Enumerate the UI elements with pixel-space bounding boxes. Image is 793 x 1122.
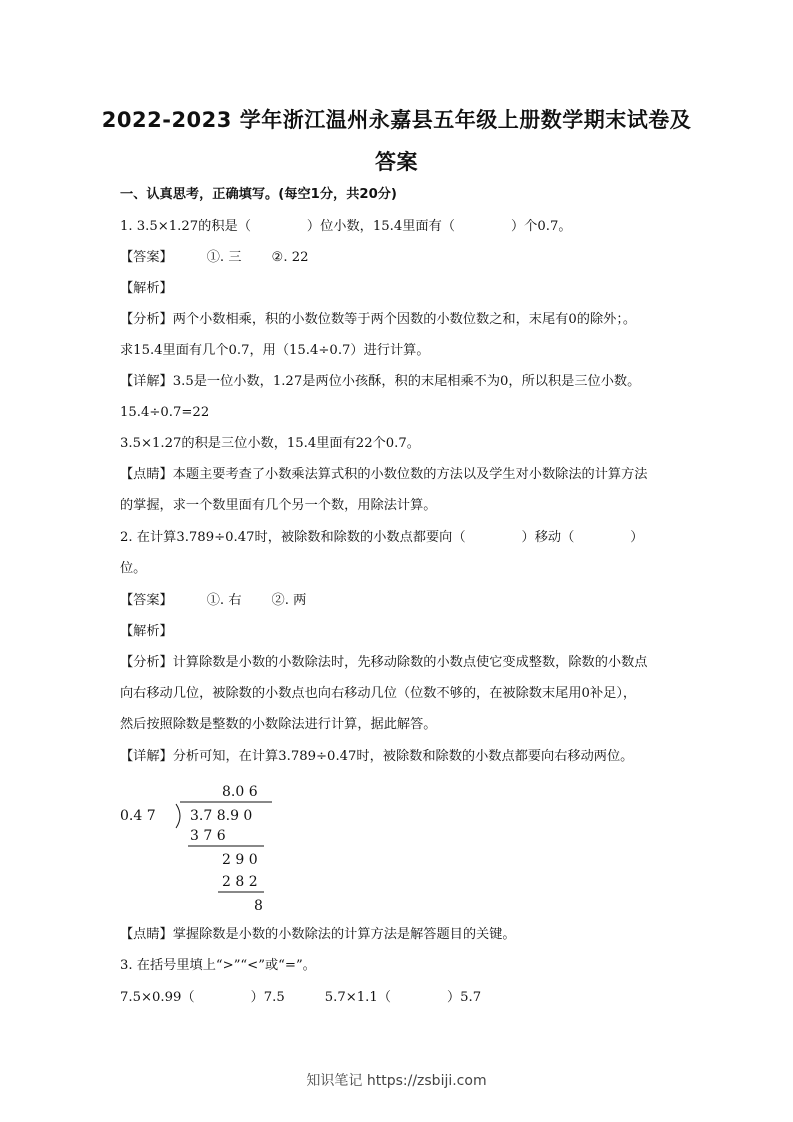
division-quotient: 8.0 6 xyxy=(222,784,258,800)
division-remainder: 8 xyxy=(254,898,263,914)
division-step-2: 2 9 0 xyxy=(222,852,258,868)
page-title-line1: 2022-2023 学年浙江温州永嘉县五年级上册数学期末试卷及 xyxy=(101,108,692,132)
fenxi-paragraph xyxy=(120,311,680,329)
fenxi-paragraph xyxy=(120,654,680,672)
question-3-expressions xyxy=(120,989,680,1007)
fenxi-text-2: 求15.4里面有几个0.7，用（15.4÷0.7）进行计算。 xyxy=(120,343,430,358)
fenxi-label: 【分析】 xyxy=(120,655,173,670)
dianjing-text-1: 掌握除数是小数的小数除法的计算方法是解答题目的关键。 xyxy=(172,927,516,942)
fenxi-text-3: 然后按照除数是整数的小数除法进行计算，据此解答。 xyxy=(120,717,437,732)
dianjing-label: 【点睛】 xyxy=(120,927,173,942)
section-heading: 一、认真思考，正确填写。(每空1分，共20分) xyxy=(120,187,397,202)
dianjing-paragraph xyxy=(120,466,680,484)
fenxi-text-1: 计算除数是小数的小数除法时，先移动除数的小数点使它变成整数，除数的小数点 xyxy=(172,655,648,670)
fenxi-text-2: 向右移动几位，被除数的小数点也向右移动几位（位数不够的，在被除数末尾用0补足）， xyxy=(120,686,637,701)
question-2-text-c: ） xyxy=(630,530,644,545)
dianjing-text-1: 本题主要考查了小数乘法算式积的小数位数的方法以及学生对小数除法的计算方法 xyxy=(172,467,648,482)
fenxi-label: 【分析】 xyxy=(120,312,173,327)
long-division-figure xyxy=(118,778,318,918)
page-title-line2: 答案 xyxy=(375,150,418,174)
analysis-label: 【解析】 xyxy=(120,624,173,639)
answer-row xyxy=(120,249,680,267)
answer-2: ②. 22 xyxy=(271,250,309,265)
division-divisor: 0.4 7 xyxy=(120,808,156,824)
division-step-3: 2 8 2 xyxy=(222,874,258,890)
expr-2a: 5.7×1.1（ xyxy=(324,990,391,1005)
question-1-text-b: ）位小数，15.4里面有（ xyxy=(306,219,455,234)
xiangjie-text-3: 3.5×1.27的积是三位小数，15.4里面有22个0.7。 xyxy=(120,436,420,451)
question-1 xyxy=(120,218,680,236)
answer-label: 【答案】 xyxy=(120,250,173,265)
division-bracket xyxy=(176,804,180,828)
xiangjie-label: 【详解】 xyxy=(120,374,173,389)
xiangjie-text-1: 3.5是一位小数，1.27是两位小孩酥，积的末尾相乘不为0，所以积是三位小数。 xyxy=(172,374,641,389)
xiangjie-label: 【详解】 xyxy=(120,749,173,764)
expr-2b: ）5.7 xyxy=(446,990,482,1005)
question-2-text-b: ）移动（ xyxy=(521,530,575,545)
question-2 xyxy=(120,529,680,547)
answer-row xyxy=(120,592,680,610)
analysis-label: 【解析】 xyxy=(120,281,173,296)
xiangjie-text-1: 分析可知，在计算3.789÷0.47时，被除数和除数的小数点都要向右移动两位。 xyxy=(172,749,634,764)
footer-watermark: 知识笔记 https://zsbiji.com xyxy=(306,1073,487,1089)
question-2-text-d: 位。 xyxy=(120,561,147,576)
dianjing-text-2: 的掌握，求一个数里面有几个另一个数，用除法计算。 xyxy=(120,498,437,513)
answer-1: ①. 右 xyxy=(206,593,242,608)
question-1-text-c: ）个0.7。 xyxy=(510,219,572,234)
xiangjie-paragraph xyxy=(120,373,680,391)
division-dividend: 3.7 8.9 0 xyxy=(190,808,253,824)
xiangjie-text-2: 15.4÷0.7=22 xyxy=(120,405,210,420)
fenxi-text-1: 两个小数相乘，积的小数位数等于两个因数的小数位数之和，末尾有0的除外；。 xyxy=(172,312,637,327)
dianjing-label: 【点睛】 xyxy=(120,467,173,482)
expr-1b: ）7.5 xyxy=(250,990,285,1005)
expr-1a: 7.5×0.99（ xyxy=(120,990,195,1005)
answer-1: ①. 三 xyxy=(206,250,242,265)
dianjing-paragraph xyxy=(120,926,680,944)
question-2-text-a: 2. 在计算3.789÷0.47时，被除数和除数的小数点都要向（ xyxy=(120,530,466,545)
division-step-1: 3 7 6 xyxy=(190,828,226,844)
question-1-text-a: 1. 3.5×1.27的积是（ xyxy=(120,219,251,234)
question-3: 3. 在括号里填上“>”“<”或“=”。 xyxy=(120,958,316,973)
xiangjie-paragraph xyxy=(120,748,680,766)
answer-2: ②. 两 xyxy=(271,593,307,608)
answer-label: 【答案】 xyxy=(120,593,173,608)
